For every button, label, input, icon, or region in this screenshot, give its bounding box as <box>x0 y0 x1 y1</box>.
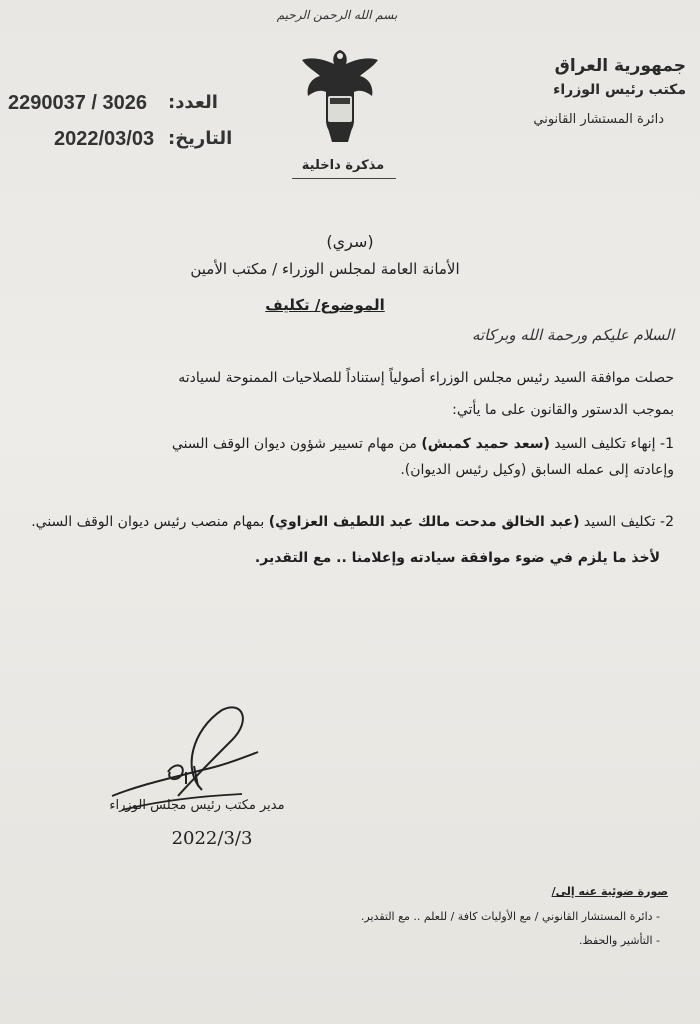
eagle-emblem-icon <box>298 46 382 146</box>
subject: الموضوع/ تكليف <box>265 296 385 314</box>
signatory-title: مدير مكتب رئيس مجلس الوزراء <box>109 798 285 813</box>
basmala: بسم الله الرحمن الرحيم <box>276 8 398 22</box>
greeting: السلام عليكم ورحمة الله وبركاته <box>472 326 674 344</box>
country-title: جمهورية العراق <box>554 56 686 76</box>
item-2-prefix: 2- تكليف السيد <box>583 514 674 530</box>
item-2-rest: بمهام منصب رئيس ديوان الوقف السني. <box>31 514 265 530</box>
item-1-rest: من مهام تسيير شؤون ديوان الوقف السني <box>171 436 417 452</box>
item-2-name: (عبد الخالق مدحت مالك عبد اللطيف العزاوي) <box>268 514 580 530</box>
closing-line: لأخذ ما يلزم في ضوء موافقة سيادته وإعلامنا .. مع التقدير. <box>254 550 660 566</box>
date-value: 2022/03/03 <box>54 128 155 150</box>
office-title: مكتب رئيس الوزراء <box>553 82 686 98</box>
list-item <box>24 512 674 532</box>
item-1-name: (سعد حميد كمبش) <box>421 436 550 452</box>
memo-type-label: مذكرة داخلية <box>301 158 385 173</box>
paragraph-2: بموجب الدستور والقانون على ما يأتي: <box>452 402 674 418</box>
copy-line: - دائرة المستشار القانوني / مع الأوليات كافة / للعلم .. مع التقدير. <box>360 910 660 923</box>
item-1-prefix: 1- إنهاء تكليف السيد <box>554 436 674 452</box>
number-value: 2290037 / 3026 <box>8 92 148 114</box>
addressee: الأمانة العامة لمجلس الوزراء / مكتب الأمين <box>190 260 460 278</box>
paragraph-1: حصلت موافقة السيد رئيس مجلس الوزراء أصولياً إستناداً للصلاحيات الممنوحة لسيادته <box>178 370 674 386</box>
classification: (سري) <box>326 232 374 251</box>
list-item <box>24 434 674 480</box>
copies-heading: صورة ضوئية عنه إلى/ <box>551 885 668 898</box>
signature-date: 2022/3/3 <box>171 828 253 849</box>
number-label: العدد: <box>168 92 218 113</box>
item-1-line2: وإعادته إلى عمله السابق (وكيل رئيس الديوان). <box>400 462 674 478</box>
copy-line: - التأشير والحفظ. <box>579 934 660 947</box>
memo-underline <box>292 178 396 179</box>
date-label: التاريخ: <box>168 128 233 149</box>
department-title: دائرة المستشار القانوني <box>533 112 664 127</box>
